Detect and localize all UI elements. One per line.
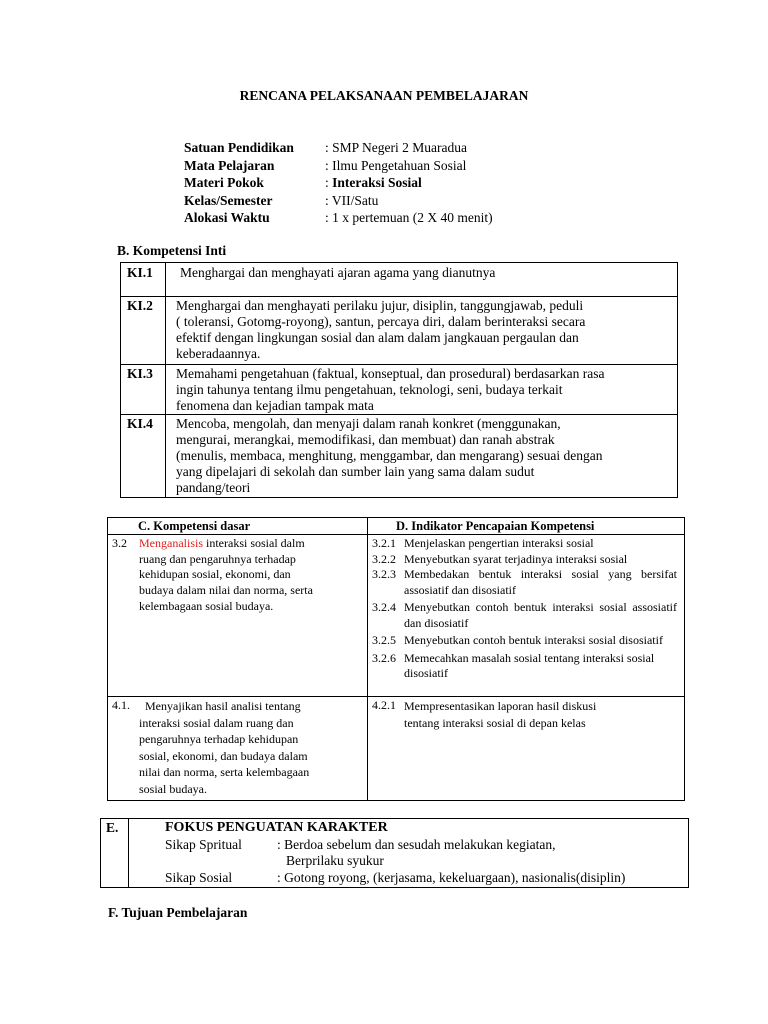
indicator-item: 3.2.1 Menjelaskan pengertian interaksi sosial xyxy=(372,536,594,550)
kompetensi-inti-table xyxy=(120,262,678,498)
ki-code: KI.2 xyxy=(127,298,153,313)
identity-label-time: Alokasi Waktu xyxy=(184,210,270,225)
header-indikator: D. Indikator Pencapaian Kompetensi xyxy=(396,519,595,533)
ki-code: KI.4 xyxy=(127,416,153,431)
identity-value-subject: : Ilmu Pengetahuan Sosial xyxy=(325,158,467,173)
character-label: Sikap Sosial xyxy=(165,870,233,885)
identity-label-class: Kelas/Semester xyxy=(184,193,273,208)
identity-value-topic: : Interaksi Sosial xyxy=(325,175,422,190)
fokus-karakter-table xyxy=(100,818,689,888)
section-e-letter: E. xyxy=(106,820,119,835)
row-divider xyxy=(108,696,684,697)
kd-text: Menganalisis interaksi sosial dalm ruang dan pengaruhnya terhadap kehidupan sosial, ekonomi, dan budaya dalam nilai dan norma, serta kelembagaan sosial budaya. xyxy=(139,536,313,613)
ki-code: KI.1 xyxy=(127,265,153,280)
ki-text: Menghargai dan menghayati ajaran agama yang dianutnya xyxy=(180,265,496,280)
kd-number: 4.1. xyxy=(112,698,130,712)
identity-block xyxy=(0,139,768,229)
indicator-item: 3.2.5 Menyebutkan contoh bentuk interaksi sosial disosiatif xyxy=(372,633,663,647)
document-title: RENCANA PELAKSANAAN PEMBELAJARAN xyxy=(239,88,529,103)
indicator-item: 3.2.6 Memecahkan masalah sosial tentang interaksi sosial disosiatif xyxy=(372,650,655,680)
ki-text: Mencoba, mengolah, dan menyaji dalam ranah konkret (menggunakan, mengurai, merangkai, memodifikasi, dan membuat) dan ranah abstrak (menulis, membaca, menghitung, menggambar, dan mengarang) sesuai dengan yang dipelajari di sekolah dan sumber lain yang sama dalam sudut pandang/teori xyxy=(176,416,603,495)
indicator-item: 3.2.2 Menyebutkan syarat terjadinya interaksi sosial xyxy=(372,551,628,566)
section-f-heading: F. Tujuan Pembelajaran xyxy=(108,905,248,920)
ki-text: Memahami pengetahuan (faktual, konseptual, dan prosedural) berdasarkan rasa ingin tahunya tentang ilmu pengetahuan, teknologi, seni, budaya terkait fenomena dan kejadian tampak mata xyxy=(176,366,605,413)
kd-text: Menyajikan hasil analisi tentang interaksi sosial dalam ruang dan pengaruhnya terhadap kehidupan sosial, ekonomi, dan budaya dalam nilai dan norma, serta kelembagaan sosial budaya. xyxy=(139,699,310,796)
kd-number: 3.2 xyxy=(112,536,127,550)
row-divider xyxy=(108,534,684,535)
section-b-heading: B. Kompetensi Inti xyxy=(117,243,227,258)
row-divider xyxy=(121,296,677,297)
indicator-item: 3.2.4 Menyebutkan contoh bentuk interaksi sosial assosiatif dan disosiatif xyxy=(372,600,677,630)
character-value: : Berdoa sebelum dan sesudah melakukan kegiatan, xyxy=(277,837,556,852)
ki-code: KI.3 xyxy=(127,366,153,381)
identity-label-topic: Materi Pokok xyxy=(184,175,264,190)
character-label: Sikap Spritual xyxy=(165,837,242,852)
column-divider xyxy=(128,819,129,887)
section-e-title: FOKUS PENGUATAN KARAKTER xyxy=(165,820,388,835)
row-divider xyxy=(121,414,677,415)
identity-label-subject: Mata Pelajaran xyxy=(184,158,275,173)
column-divider xyxy=(165,263,166,497)
kompetensi-dasar-table xyxy=(107,517,685,801)
indicator-text: Mempresentasikan laporan hasil diskusi tentang interaksi sosial di depan kelas xyxy=(404,699,597,730)
indicator-number: 4.2.1 xyxy=(372,698,396,712)
row-divider xyxy=(121,364,677,365)
column-divider xyxy=(367,518,368,800)
ki-text: Menghargai dan menghayati perilaku jujur, disiplin, tanggungjawab, peduli ( toleransi, Gotomg-royong), santun, percaya diri, dalam berinteraksi secara efektif dengan lingkungan sosial dan alam dalam jangkauan pergaulan dan keberadaannya. xyxy=(176,298,586,361)
identity-label-school: Satuan Pendidikan xyxy=(184,140,294,155)
character-value: Berprilaku syukur xyxy=(286,853,384,868)
indicator-list xyxy=(372,536,677,682)
indicator-item: 3.2.3 Membedakan bentuk interaksi sosial yang bersifat assosiatif dan disosiatif xyxy=(372,567,677,597)
identity-value-school: : SMP Negeri 2 Muaradua xyxy=(325,140,467,155)
identity-value-time: : 1 x pertemuan (2 X 40 menit) xyxy=(325,210,493,225)
character-value: : Gotong royong, (kerjasama, kekeluargaan), nasionalis(disiplin) xyxy=(277,870,626,885)
header-kompetensi-dasar: C. Kompetensi dasar xyxy=(138,519,251,533)
identity-value-class: : VII/Satu xyxy=(325,193,379,208)
highlighted-word: Menganalisis xyxy=(139,536,203,550)
